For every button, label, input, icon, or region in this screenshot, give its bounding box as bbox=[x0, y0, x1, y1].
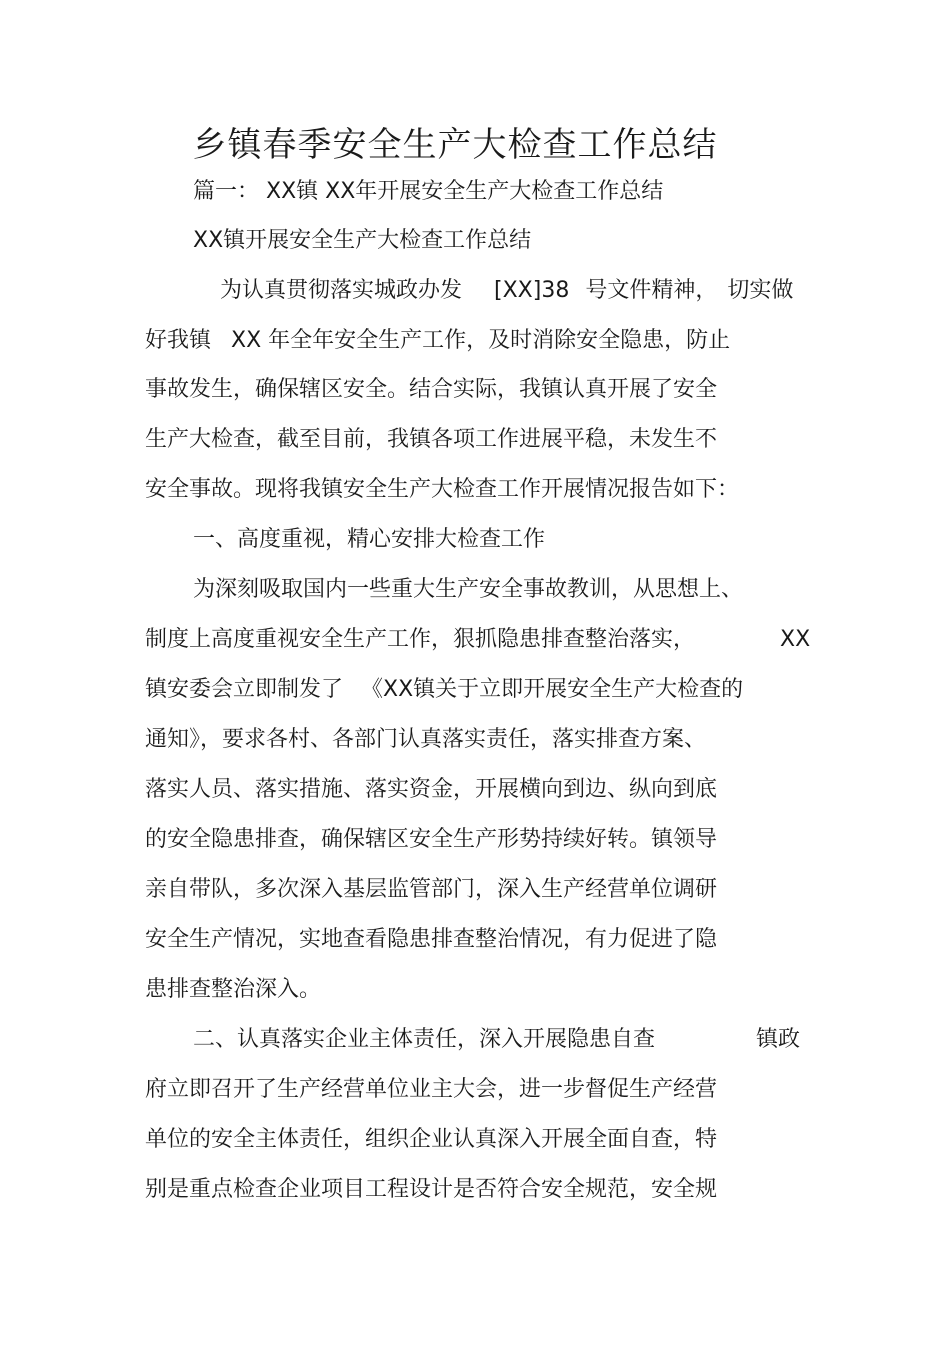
paragraph-1-line-4: 生产大检查，截至目前，我镇各项工作进展平稳，未发生不 bbox=[145, 427, 718, 452]
paragraph-2-line-6: 的安全隐患排查，确保辖区安全生产形势持续好转。镇领导 bbox=[145, 827, 718, 852]
section-2-heading: 二、认真落实企业主体责任，深入开展隐患自查 bbox=[193, 1027, 656, 1052]
paragraph-2-line-4: 通知》，要求各村、各部门认真落实责任，落实排查方案、 bbox=[145, 727, 707, 752]
text-segment: 为认真贯彻落实城政办发 bbox=[220, 278, 463, 303]
paragraph-2-line-1: 为深刻吸取国内一些重大生产安全事故教训，从思想上、 bbox=[193, 577, 744, 602]
paragraph-2-line-2-end: XX bbox=[780, 627, 811, 652]
paragraph-2-line-5: 落实人员、落实措施、落实资金，开展横向到边、纵向到底 bbox=[145, 777, 718, 802]
text-segment: [XX]38 bbox=[494, 278, 570, 303]
paragraph-3-line-1: 镇政 bbox=[756, 1027, 801, 1052]
paragraph-3-line-2: 府立即召开了生产经营单位业主大会，进一步督促生产经营 bbox=[145, 1077, 718, 1102]
paragraph-2-line-2: 制度上高度重视安全生产工作，狠抓隐患排查整治落实， bbox=[145, 627, 696, 652]
paragraph-2-line-9: 患排查整治深入。 bbox=[145, 977, 322, 1002]
subtitle: 篇一： XX镇 XX年开展安全生产大检查工作总结 bbox=[193, 179, 664, 204]
paragraph-1-line-1 bbox=[220, 275, 793, 307]
text-segment: 好我镇 bbox=[145, 328, 212, 353]
paragraph-2-line-8: 安全生产情况，实地查看隐患排查整治情况，有力促进了隐 bbox=[145, 927, 718, 952]
paragraph-1-line-5: 安全事故。现将我镇安全生产大检查工作开展情况报告如下： bbox=[145, 477, 740, 502]
paragraph-3-line-4: 别是重点检查企业项目工程设计是否符合安全规范，安全规 bbox=[145, 1177, 718, 1202]
paragraph-1-line-3: 事故发生，确保辖区安全。结合实际，我镇认真开展了安全 bbox=[145, 377, 718, 402]
document-title: 乡镇春季安全生产大检查工作总结 bbox=[192, 125, 718, 165]
section-1-heading: 一、高度重视，精心安排大检查工作 bbox=[193, 527, 546, 552]
text-segment: 号文件精神， bbox=[585, 278, 718, 303]
text-segment: XX 年全年安全生产工作，及时消除安全隐患，防止 bbox=[231, 328, 731, 353]
text-segment: 镇安委会立即制发了 bbox=[145, 677, 344, 702]
text-segment: 切实做 bbox=[727, 278, 794, 303]
report-heading: XX镇开展安全生产大检查工作总结 bbox=[193, 228, 532, 253]
paragraph-2-line-7: 亲自带队，多次深入基层监管部门，深入生产经营单位调研 bbox=[145, 877, 718, 902]
paragraph-3-line-3: 单位的安全主体责任，组织企业认真深入开展全面自查，特 bbox=[145, 1127, 718, 1152]
text-segment: 《XX镇关于立即开展安全生产大检查的 bbox=[361, 677, 744, 702]
paragraph-2-line-3 bbox=[145, 674, 743, 706]
paragraph-1-line-2 bbox=[145, 325, 730, 357]
